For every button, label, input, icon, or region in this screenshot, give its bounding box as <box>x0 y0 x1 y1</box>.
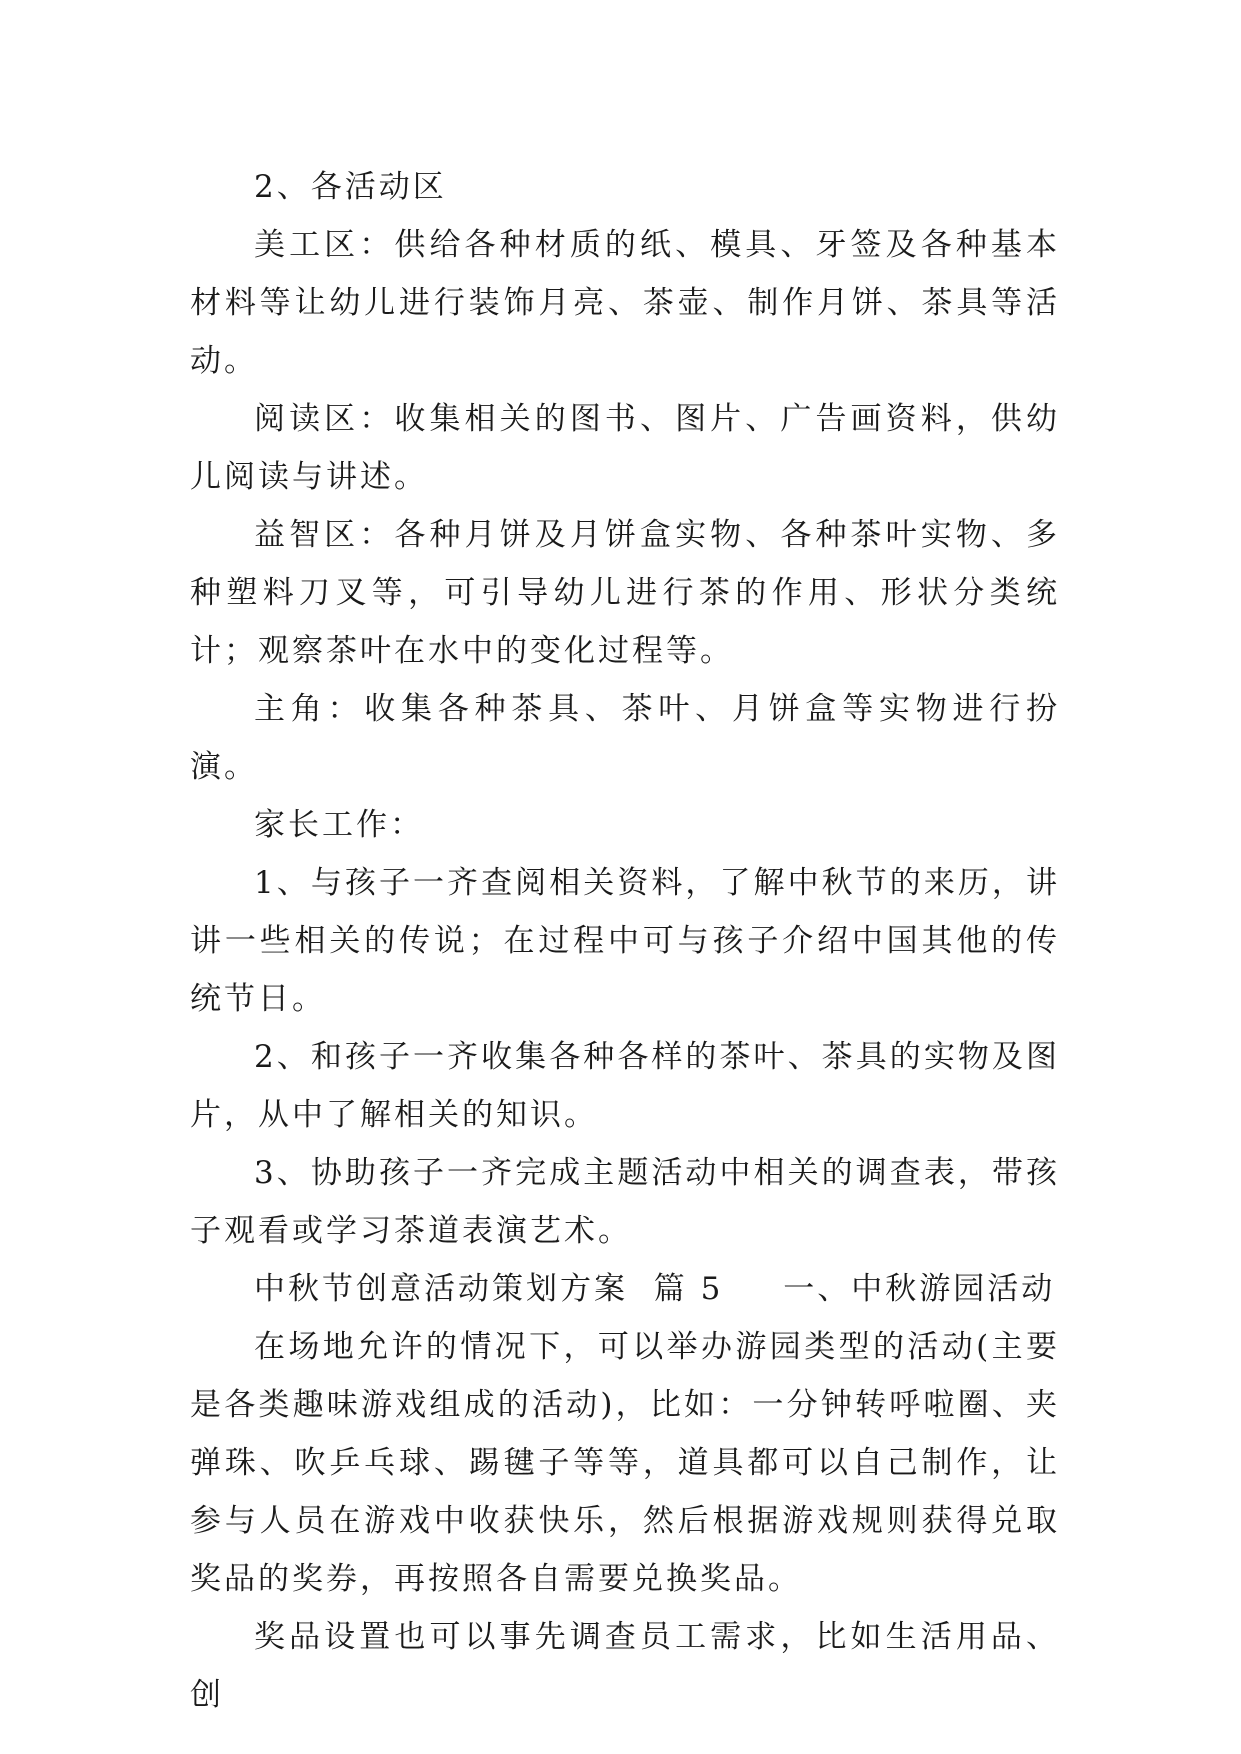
paragraph-parent-task-2: 2、和孩子一齐收集各种各样的茶叶、茶具的实物及图片，从中了解相关的知识。 <box>190 1039 1060 1133</box>
paragraph-activity-areas: 2、各活动区 <box>254 169 447 205</box>
paragraph-prize-setup: 奖品设置也可以事先调查员工需求，比如生活用品、创 <box>190 1619 1060 1713</box>
paragraph-garden-activity: 在场地允许的情况下，可以举办游园类型的活动(主要是各类趣味游戏组成的活动)，比如：一分钟转呼啦圈、夹弹珠、吹乒乓球、踢毽子等等，道具都可以自己制作，让参与人员在游戏中收获快乐，然后根据游戏规则获得兑取奖品的奖券，再按照各自需要兑换奖品。 <box>190 1329 1060 1597</box>
section-heading <box>190 1260 1060 1318</box>
paragraph-parent-task-3: 3、协助孩子一齐完成主题活动中相关的调查表，带孩子观看或学习茶道表演艺术。 <box>190 1155 1060 1249</box>
paragraph-art-area: 美工区：供给各种材质的纸、模具、牙签及各种基本材料等让幼儿进行装饰月亮、茶壶、制作月饼、茶具等活动。 <box>190 227 1060 379</box>
paragraph-parent-work: 家长工作： <box>254 807 424 843</box>
section-subtitle: 一、中秋游园活动 <box>783 1271 1056 1307</box>
paragraph-parent-task-1: 1、与孩子一齐查阅相关资料，了解中秋节的来历，讲讲一些相关的传说；在过程中可与孩子介绍中国其他的传统节日。 <box>190 865 1060 1017</box>
paragraph-reading-area: 阅读区：收集相关的图书、图片、广告画资料，供幼儿阅读与讲述。 <box>190 401 1060 495</box>
paragraph-role-play: 主角：收集各种茶具、茶叶、月饼盒等实物进行扮演。 <box>190 691 1060 785</box>
section-part: 篇 5 <box>653 1271 724 1307</box>
section-title: 中秋节创意活动策划方案 <box>254 1271 628 1307</box>
document-body <box>190 158 1060 1724</box>
paragraph-puzzle-area: 益智区：各种月饼及月饼盒实物、各种茶叶实物、多种塑料刀叉等，可引导幼儿进行茶的作用、形状分类统计；观察茶叶在水中的变化过程等。 <box>190 517 1060 669</box>
